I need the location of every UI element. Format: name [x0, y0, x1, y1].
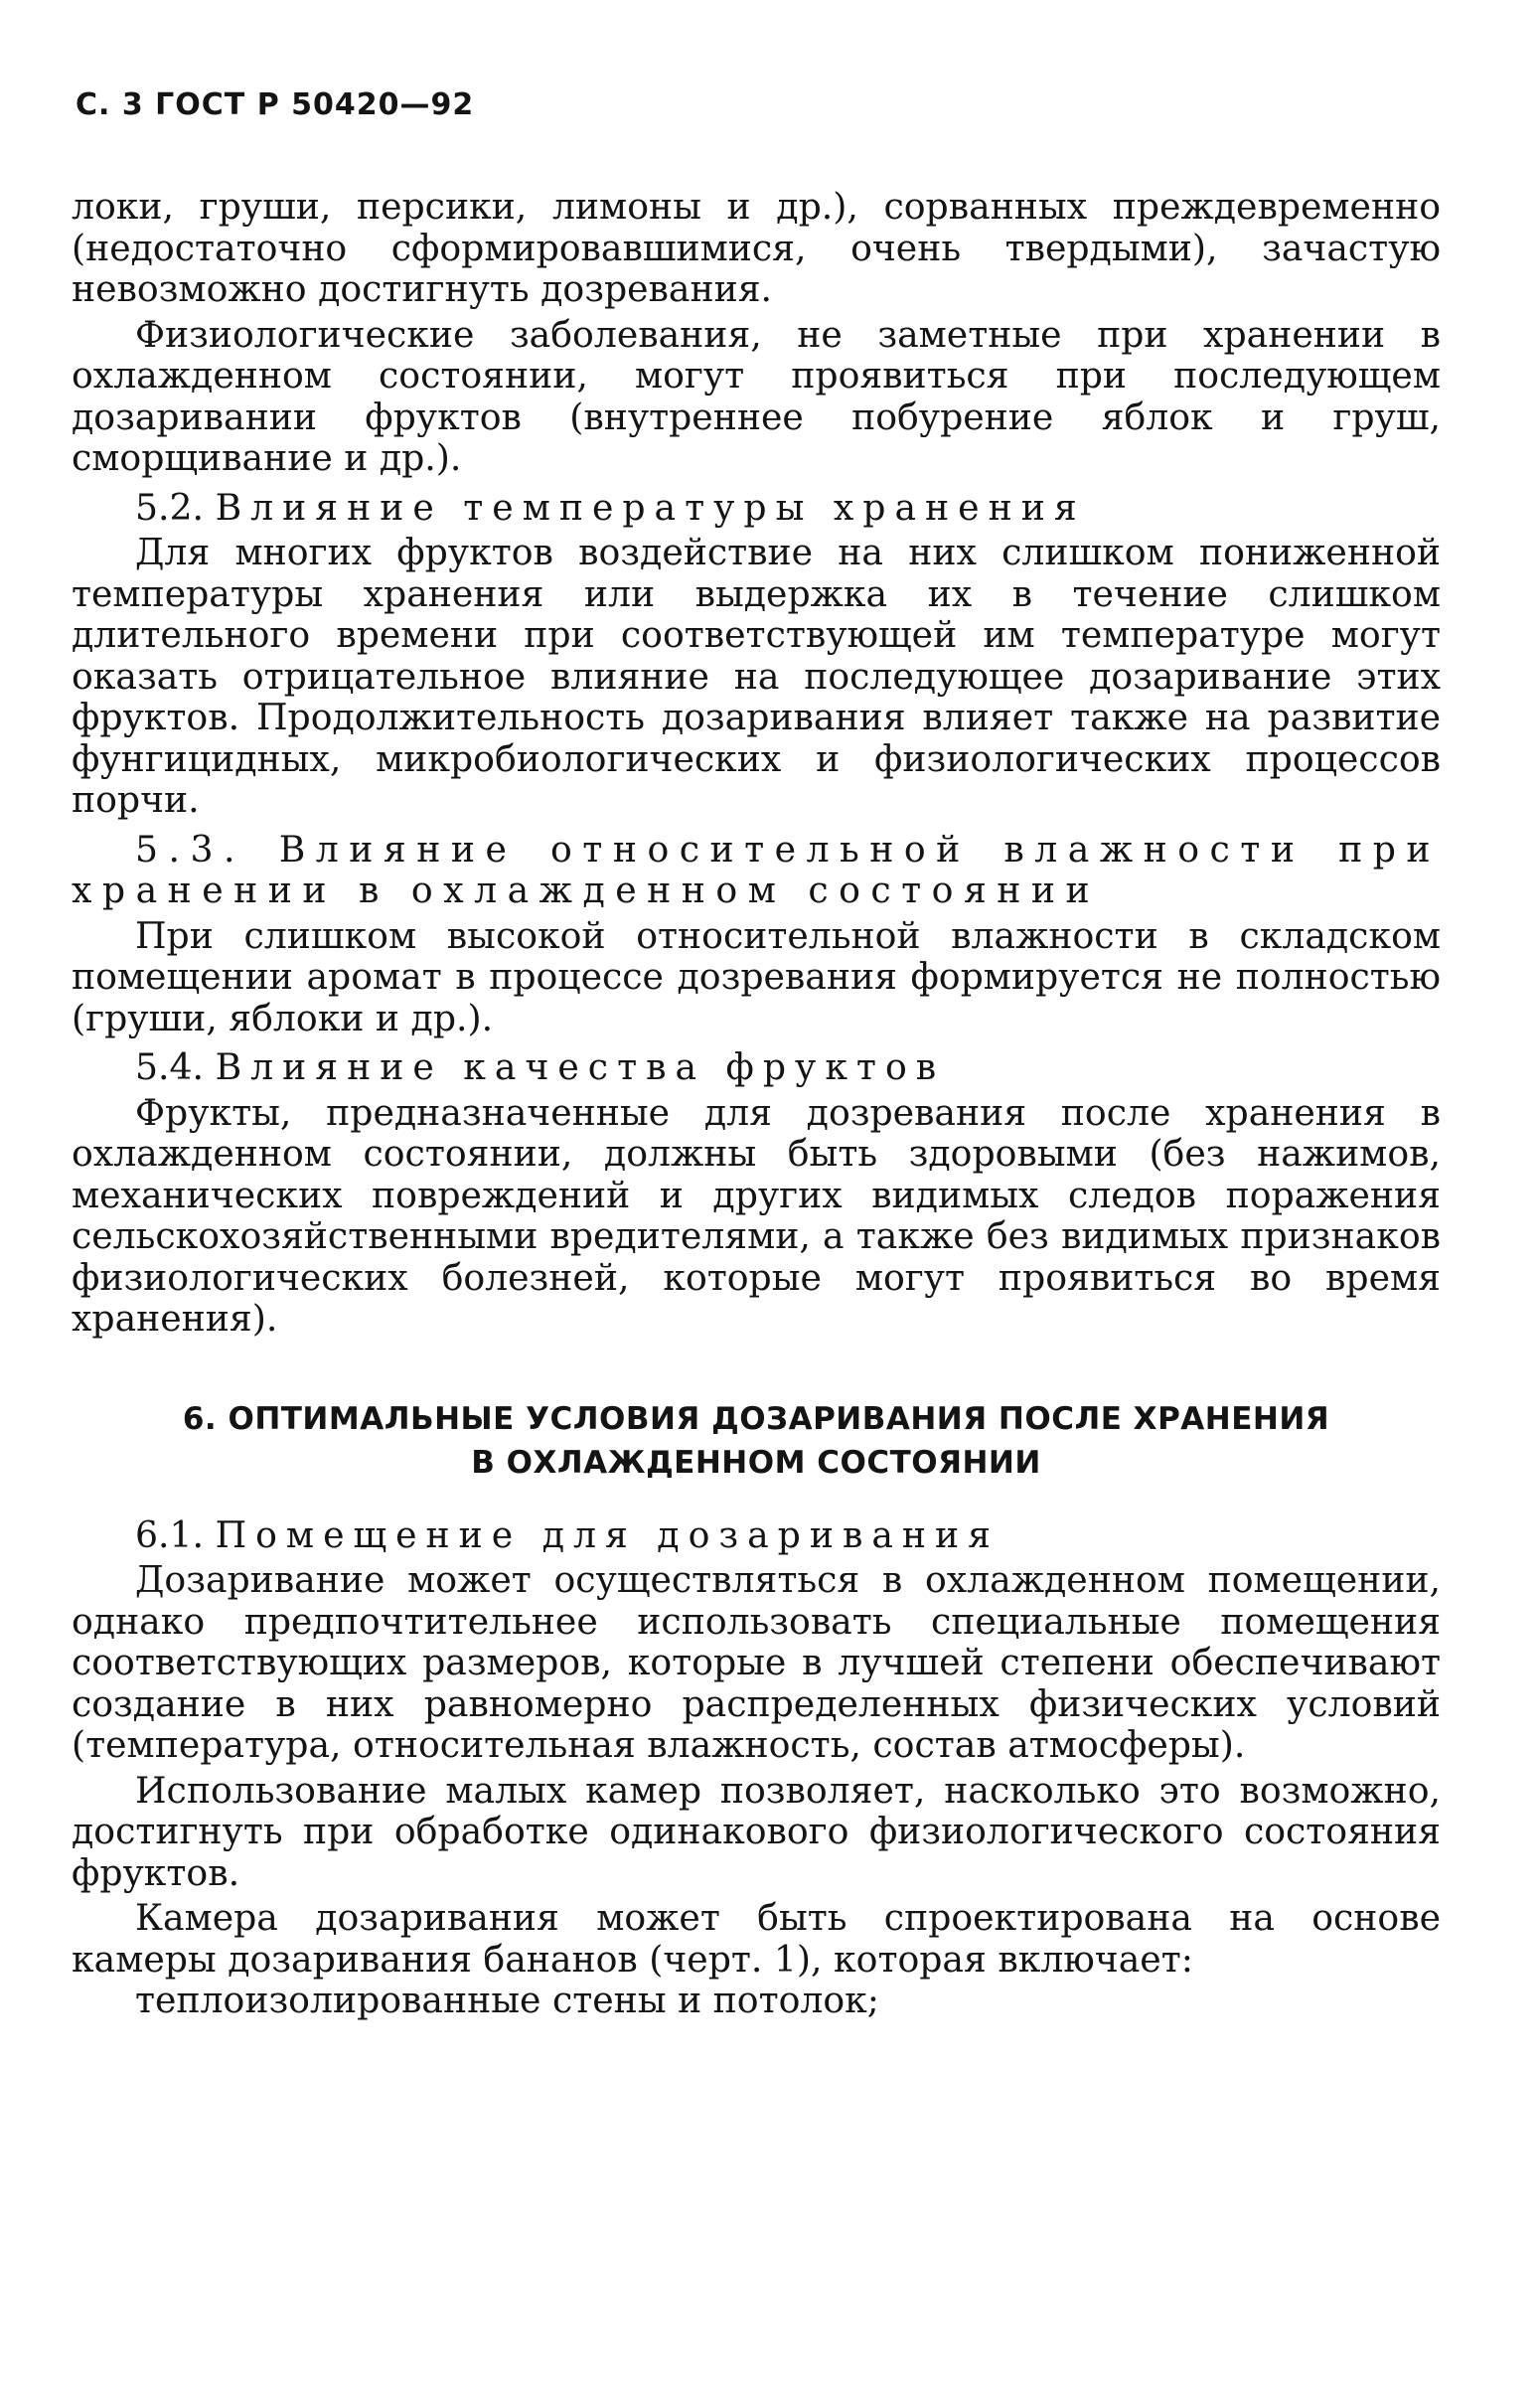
subsection-heading-5-4	[72, 1046, 1441, 1088]
paragraph-ripening-room: Дозаривание может осуществляться в охлажденном помещении, однако предпочтительнее использовать специальные помещения соответствующих размеров, которые в лучшей степени обеспечивают создание в них равномерно распределенных физических условий (температура, относительная влажность, состав атмосферы).	[72, 1558, 1441, 1766]
paragraph-list-item-walls: теплоизолированные стены и потолок;	[135, 1979, 879, 2021]
paragraph-continuation: локи, груши, персики, лимоны и др.), сорванных преждевременно (недостаточно сформировавшимися, очень твердыми), зачастую невозможно достигнуть дозревания.	[72, 185, 1441, 310]
running-head: С. 3 ГОСТ Р 50420—92	[76, 87, 475, 122]
subsection-number: 6.1.	[135, 1512, 205, 1556]
subsection-number: 5.4.	[135, 1045, 205, 1088]
document-page	[72, 87, 1441, 2021]
paragraph-physiological-diseases: Физиологические заболевания, не заметные при хранении в охлажденном состоянии, могут проявиться при последующем дозаривании фруктов (внутреннее побурение яблок и груш, сморщивание и др.).	[72, 312, 1441, 479]
subsection-number: 5.2.	[135, 485, 205, 529]
subsection-heading-6-1	[72, 1514, 1441, 1556]
subsection-heading-5-3: 5.3. Влияние относительной влажности при хранении в охлажденном состоянии	[72, 827, 1441, 911]
section-heading-6	[72, 1397, 1441, 1485]
subsection-heading-5-2	[72, 487, 1441, 529]
paragraph-fruit-quality: Фрукты, предназначенные для дозревания после хранения в охлажденном состоянии, должны быть здоровыми (без нажимов, механических повреждений и других видимых следов поражения сельскохозяйственными вредителями, а также без видимых признаков физиологических болезней, которые могут проявиться во время хранения).	[72, 1090, 1441, 1340]
subsection-title: Влияние качества фруктов	[215, 1045, 946, 1088]
subsection-title: Влияние температуры хранения	[215, 485, 1086, 529]
paragraph-relative-humidity: При слишком высокой относительной влажности в складском помещении аромат в процессе дозревания формируется не полностью (груши, яблоки и др.).	[72, 913, 1441, 1039]
subsection-title: Помещение для дозаривания	[215, 1512, 1000, 1556]
paragraph-small-chambers: Использование малых камер позволяет, насколько это возможно, достигнуть при обработке одинакового физиологического состояния фруктов.	[72, 1768, 1441, 1894]
paragraph-chamber-design: Камера дозаривания может быть спроектирована на основе камеры дозаривания бананов (черт. 1), которая включает:	[72, 1896, 1441, 1981]
section-heading-line-2: В ОХЛАЖДЕННОМ СОСТОЯНИИ	[471, 1444, 1041, 1481]
section-heading-line-1: 6. ОПТИМАЛЬНЫЕ УСЛОВИЯ ДОЗАРИВАНИЯ ПОСЛЕ ХРАНЕНИЯ	[182, 1400, 1330, 1437]
paragraph-storage-temperature: Для многих фруктов воздействие на них слишком пониженной температуры хранения или выдержка их в течение слишком длительного времени при соответствующей им температуре могут оказать отрицательное влияние на последующее дозаривание этих фруктов. Продолжительность дозаривания влияет также на развитие фунгицидных, микробиологических и физиологических процессов порчи.	[72, 531, 1441, 821]
